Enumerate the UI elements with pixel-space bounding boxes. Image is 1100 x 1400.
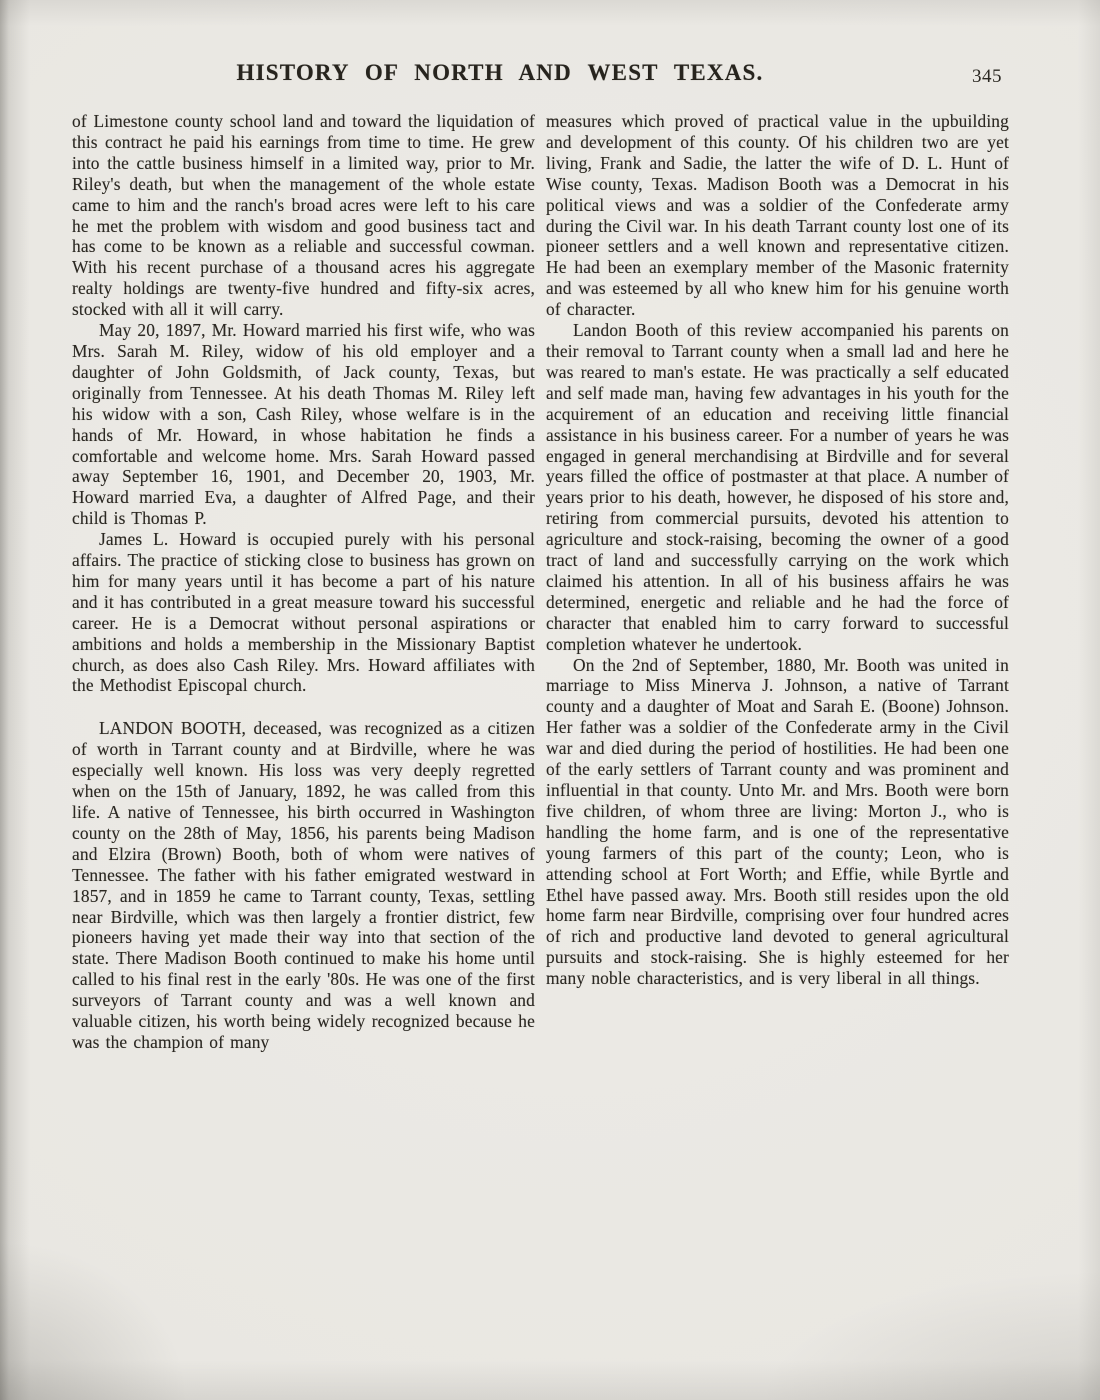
page-corner-shadow-bottom-right (680, 1240, 1100, 1400)
paragraph-booth-marriage-family: On the 2nd of September, 1880, Mr. Booth was united in marriage to Miss Minerva J. Johnson, a native of Tarrant county and a daughter of Moat and Sarah E. (Boone) Johnson. Her father was a soldier of the Confederate army in the Civil war and died during the period of hostilities. He had been one of the early settlers of Tarrant county and was prominent and influential in that county. Unto Mr. and Mrs. Booth were born five children, of whom three are living: Morton J., who is handling the home farm, and is one of the representative young farmers of this part of the county; Leon, who is attending school at Fort Worth; and Effie, while Byrtle and Ethel have passed away. Mrs. Booth still resides upon the old home farm near Birdville, comprising over four hundred acres of rich and productive land devoted to general agricultural pursuits and stock-raising. She is highly esteemed for her many noble characteristics, and is very liberal in all things. (546, 654, 1009, 989)
paragraph-landon-booth-entry: LANDON BOOTH, deceased, was recognized as a citizen of worth in Tarrant county and at Birdville, where he was especially well known. His loss was very deeply regretted when on the 15th of January, 1892, he was called from this life. A native of Tennessee, his birth occurred in Washington county on the 28th of May, 1856, his parents being Madison and Elzira (Brown) Booth, both of whom were natives of Tennessee. The father with his father emigrated westward in 1857, and in 1859 he came to Tarrant county, Texas, settling near Birdville, which was then largely a frontier district, few pioneers having yet made their way into that section of the state. There Madison Booth continued to make his home until called to his final rest in the early '80s. He was one of the first surveyors of Tarrant county and was a well known and valuable citizen, his worth being widely recognized because he was the champion of many (72, 718, 535, 1052)
paragraph-continuation-madison-booth: measures which proved of practical value in the upbuilding and development of this county. Of his children two are yet living, Frank and Sadie, the latter the wife of D. L. Hunt of Wise county, Texas. Madison Booth was a Democrat in his political views and was a soldier of the Confederate army during the Civil war. In his death Tarrant county lost one of its pioneer settlers and a well known and representative citizen. He had been an exemplary member of the Masonic fraternity and was esteemed by all who knew him for his genuine worth of character. (546, 111, 1009, 320)
left-text-column (72, 111, 535, 1053)
paragraph-continuation-howard: of Limestone county school land and toward the liquidation of this contract he paid his earnings from time to time. He grew into the cattle business himself in a limited way, prior to Mr. Riley's death, but when the management of the whole estate came to him and the ranch's broad acres were left to his care he met the problem with wisdom and good business tact and has come to be known as a reliable and successful cowman. With his recent purchase of a thousand acres his aggregate realty holdings are twenty-five hundred and fifty-six acres, stocked with all it will carry. (72, 111, 535, 320)
page-number: 345 (972, 66, 1002, 87)
paragraph-landon-booth-career: Landon Booth of this review accompanied his parents on their removal to Tarrant county when a small lad and here he was reared to man's estate. He was practically a self educated and self made man, having few advantages in his youth for the acquirement of an education and receiving little financial assistance in his business career. For a number of years he was engaged in general merchandising at Birdville and for several years filled the office of postmaster at that place. A number of years prior to his death, however, he disposed of his store and, retiring from commercial pursuits, devoted his attention to agriculture and stock-raising, becoming the owner of a good tract of land and successfully carrying on the work which claimed his attention. In all of his business affairs he was determined, energetic and reliable and he had the force of character that enabled him to carry forward to successful completion whatever he undertook. (546, 320, 1009, 654)
right-text-column (546, 111, 1009, 989)
running-header-title: HISTORY OF NORTH AND WEST TEXAS. (236, 60, 764, 85)
paragraph-howard-marriage: May 20, 1897, Mr. Howard married his first wife, who was Mrs. Sarah M. Riley, widow of his old employer and a daughter of John Goldsmith, of Jack county, Texas, but originally from Tennessee. At his death Thomas M. Riley left his widow with a son, Cash Riley, whose welfare is in the hands of Mr. Howard, in whose habitation he finds a comfortable and welcome home. Mrs. Sarah Howard passed away September 16, 1901, and December 20, 1903, Mr. Howard married Eva, a daughter of Alfred Page, and their child is Thomas P. (72, 320, 535, 529)
page-corner-shadow-bottom-left (0, 1180, 260, 1400)
paragraph-howard-affairs: James L. Howard is occupied purely with his personal affairs. The practice of sticking close to business has grown on him for many years until it has become a part of his nature and it has contributed in a great measure toward his successful career. He is a Democrat without personal aspirations or ambitions and holds a membership in the Missionary Baptist church, as does also Cash Riley. Mrs. Howard affiliates with the Methodist Episcopal church. (72, 529, 535, 696)
